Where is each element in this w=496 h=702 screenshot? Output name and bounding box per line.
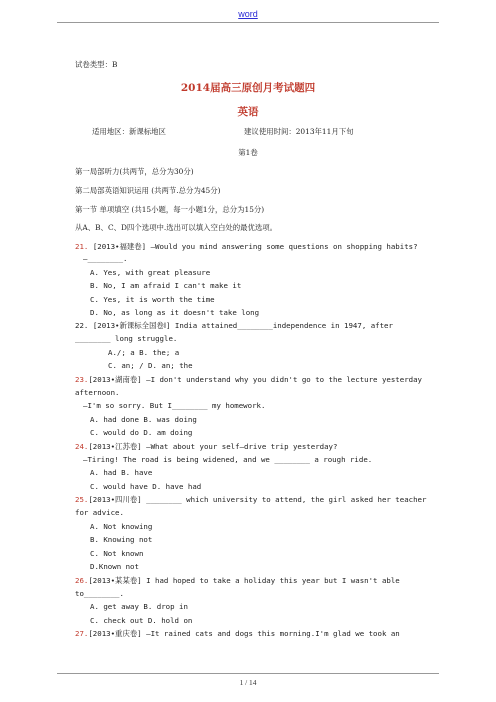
question-stem: [2013•新课标全国卷Ⅰ] India attained________independence in 1947, after (92, 321, 393, 330)
option-line: B. Knowing not (90, 535, 153, 544)
option-line: A. Yes, with great pleasure (90, 268, 211, 277)
question-21 (75, 242, 418, 252)
question-25 (75, 495, 426, 505)
paper-type: 试卷类型：B (75, 60, 118, 69)
question-24 (75, 442, 337, 452)
option-line: B. No, I am afraid I can't make it (90, 281, 242, 290)
question-number: 21. (75, 242, 89, 251)
option-line: C. Yes, it is worth the time (90, 295, 215, 304)
question-stem: [2013•重庆卷] —It rained cats and dogs this morning.I'm glad we took an (88, 629, 400, 638)
option-line: A./; a B. the; a (108, 348, 180, 357)
option-line: C. check out D. hold on (90, 616, 193, 625)
option-line: C. would do D. am doing (90, 428, 193, 437)
option-line: C. an; / D. an; the (108, 361, 193, 370)
dialogue-line: —Tiring! The road is being widened, and we ________ a rough ride. (83, 455, 373, 464)
page-title: 2014届高三原创月考试题四 (180, 82, 316, 94)
scope-region: 适用地区：新课标地区 (92, 127, 166, 136)
question-number: 22. (75, 321, 89, 330)
footer-divider (57, 673, 439, 674)
question-stem-cont: for advice. (75, 508, 124, 517)
page-number: 1 / 14 (239, 678, 257, 687)
part-1: 第一局部听力(共两节，总分为30分) (75, 167, 194, 176)
question-number: 27. (75, 629, 89, 638)
option-line: A. had done B. was doing (90, 415, 197, 424)
question-27 (75, 629, 400, 639)
question-stem: [2013•湖南卷] —I don't understand why you didn't go to the lecture yesterday (88, 375, 422, 384)
question-stem-cont: ________ long struggle. (75, 334, 178, 343)
question-number: 23. (75, 375, 89, 384)
header-divider (57, 22, 439, 23)
option-line: A. Not knowing (90, 522, 153, 531)
question-22 (75, 321, 393, 331)
volume-label: 第1卷 (238, 148, 258, 157)
question-stem: [2013•某某卷] I had hoped to take a holiday this year but I wasn't able (88, 576, 400, 585)
question-number: 26. (75, 576, 89, 585)
option-line: D. No, as long as it doesn't take long (90, 308, 260, 317)
question-23 (75, 375, 422, 385)
question-stem-cont: afternoon. (75, 388, 120, 397)
question-stem-cont: —________. (83, 254, 128, 263)
question-26 (75, 576, 400, 586)
option-line: C. Not known (90, 549, 144, 558)
question-stem: [2013•江苏卷] —What about your self—drive trip yesterday? (88, 442, 338, 451)
option-line: D.Known not (90, 562, 139, 571)
scope-time: 建议使用时间：2013年11月下旬 (244, 127, 354, 136)
question-number: 24. (75, 442, 89, 451)
question-stem-cont: to________. (75, 589, 124, 598)
question-number: 25. (75, 495, 89, 504)
part-section-1: 第一节 单项填空 (共15小题，每一小题1分，总分为15分) (75, 205, 265, 214)
subject-title: 英语 (237, 106, 259, 118)
dialogue-line: —I'm so sorry. But I________ my homework. (83, 401, 266, 410)
question-stem: [2013•福建卷] —Would you mind answering some questions on shopping habits? (92, 242, 418, 251)
option-line: C. would have D. have had (90, 482, 202, 491)
question-stem: [2013•四川卷] ________ which university to attend, the girl asked her teacher (88, 495, 427, 504)
part-2: 第二局部英语知识运用 (共两节.总分为45分) (75, 186, 221, 195)
instructions: 从A、B、C、D四个选项中.选出可以填入空白处的最优选项。 (75, 223, 278, 232)
header-word-link[interactable]: word (238, 9, 258, 19)
option-line: A. had B. have (90, 468, 153, 477)
option-line: A. get away B. drop in (90, 602, 188, 611)
